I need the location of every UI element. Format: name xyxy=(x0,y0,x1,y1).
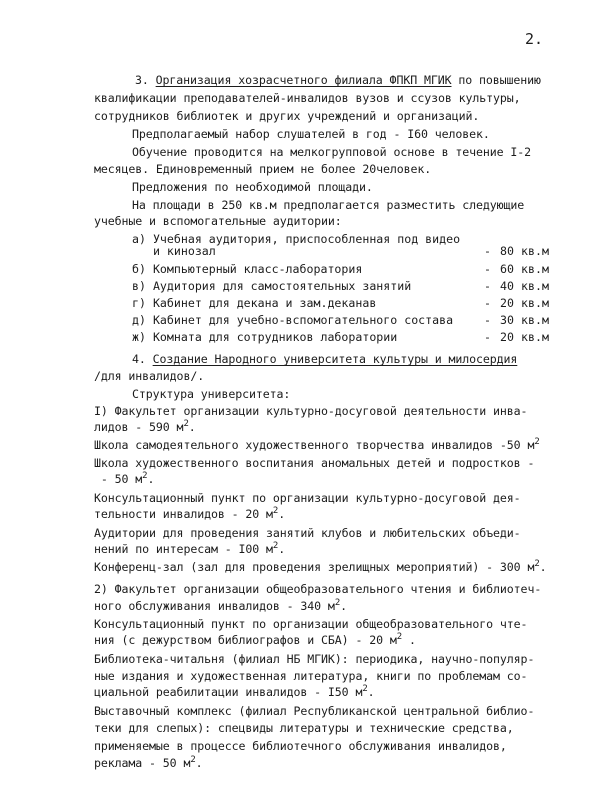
room-unit: кв.м xyxy=(521,279,549,293)
list-item xyxy=(0,262,591,276)
faculty-1-line-2: лидов - 590 $м^2$. xyxy=(94,419,196,434)
library-line-2: ные издания и художественная литература, книги по проблемам со- xyxy=(94,669,528,683)
room-label: ж) Комната для сотрудников лаборатории xyxy=(132,330,398,344)
faculty-2-line-1: 2) Факультет организации общеобразовательного чтения и библиотеч- xyxy=(94,582,542,596)
room-dash: - xyxy=(484,262,491,276)
consult-2-line-2: ния (с дежурством библиографов и СБА) - 20 $м^2$ . xyxy=(94,632,416,647)
school-2-line-1: Школа художественного воспитания аномальных детей и подростков - xyxy=(94,456,535,470)
section-4-line-2: /для инвалидов/. xyxy=(94,369,205,383)
list-item xyxy=(0,244,591,258)
school-1: Школа самодеятельного художественного творчества инвалидов -50 $м^2$ xyxy=(94,437,540,452)
section-3-title: Организация хозрасчетного филиала ФПКП МГИК xyxy=(155,73,452,87)
room-dash: - xyxy=(484,313,491,327)
training-text-2: месяцев. Единовременный прием не более 20человек. xyxy=(94,162,432,176)
room-label: б) Компьютерный класс-лаборатория xyxy=(132,262,363,276)
room-unit: кв.м xyxy=(521,313,549,327)
room-dash: - xyxy=(484,244,491,258)
room-value: 80 xyxy=(500,244,514,258)
auditoriums-line-1: Аудитории для проведения занятий клубов и любительских объеди- xyxy=(94,526,521,540)
room-value: 20 xyxy=(500,296,514,310)
exhibition-line-4: реклама - 50 $м^2$. xyxy=(94,755,203,770)
proposals-text: Предложения по необходимой площади. xyxy=(132,180,373,194)
room-value: 30 xyxy=(500,313,514,327)
section-3-line-2: квалификации преподавателей-инвалидов вузов и ссузов культуры, xyxy=(94,91,521,105)
faculty-1-line-1: I) Факультет организации культурно-досуговой деятельности инва- xyxy=(94,404,528,418)
section-3-heading xyxy=(135,73,541,87)
section-4-number: 4. xyxy=(132,352,153,366)
exhibition-line-2: теки для слепых): спецвиды литературы и технические средства, xyxy=(94,721,514,735)
room-unit: кв.м xyxy=(521,244,549,258)
consult-2-line-1: Консультационный пункт по организации общеобразовательного чте- xyxy=(94,617,528,631)
room-label: д) Кабинет для учебно-вспомогательного состава xyxy=(132,313,454,327)
school-2-line-2: - 50 $м^2$. xyxy=(94,471,155,486)
room-value: 60 xyxy=(500,262,514,276)
section-3-title-rest: по повышению xyxy=(451,73,541,87)
list-item xyxy=(0,313,591,327)
consult-1-line-2: тельности инвалидов - 20 $м^2$. xyxy=(94,506,286,521)
faculty-2-line-2: ного обслуживания инвалидов - 340 $м^2$. xyxy=(94,598,348,613)
page-number: 2. xyxy=(525,30,544,48)
training-text-1: Обучение проводится на мелкогрупповой основе в течение I-2 xyxy=(132,145,532,159)
room-label: г) Кабинет для декана и зам.деканав xyxy=(132,296,377,310)
list-item xyxy=(0,296,591,310)
exhibition-line-3: применяемые в процессе библиотечного обслуживания инвалидов, xyxy=(94,739,507,753)
room-dash: - xyxy=(484,330,491,344)
enrollment-text: Предполагаемый набор слушателей в год - I60 человек. xyxy=(132,127,490,141)
auditoriums-line-2: нений по интересам - I00 $м^2$. xyxy=(94,541,286,556)
room-dash: - xyxy=(484,296,491,310)
library-line-3: циальной реабилитации инвалидов - I50 $м^2$. xyxy=(94,684,375,699)
section-3-number: 3. xyxy=(135,73,156,87)
section-3-line-3: сотрудников библиотек и других учреждений и организаций. xyxy=(94,109,480,123)
room-label-cont: и кинозал xyxy=(132,244,216,258)
room-label: а) Учебная аудитория, приспособленная под видео xyxy=(132,232,461,246)
section-4-title: Создание Народного университета культуры и милосердия xyxy=(152,352,518,366)
room-label: в) Аудитория для самостоятельных занятий xyxy=(132,279,412,293)
room-value: 20 xyxy=(500,330,514,344)
library-line-1: Библиотека-читальня (филиал НБ МГИК): периодика, научно-популяр- xyxy=(94,652,535,666)
conference-hall: Конференц-зал (зал для проведения зрелищных мероприятий) - 300 $м^2$. xyxy=(94,559,547,574)
list-item xyxy=(0,330,591,344)
room-dash: - xyxy=(484,279,491,293)
section-4-heading xyxy=(132,352,517,366)
room-unit: кв.м xyxy=(521,262,549,276)
exhibition-line-1: Выставочный комплекс (филиал Республиканской центральной библио- xyxy=(94,704,535,718)
consult-1-line-1: Консультационный пункт по организации культурно-досуговой дея- xyxy=(94,491,521,505)
list-item xyxy=(0,279,591,293)
area-text-2: учебные и вспомогательные аудитории: xyxy=(94,214,342,228)
structure-heading: Структура университета: xyxy=(132,387,291,401)
room-value: 40 xyxy=(500,279,514,293)
room-unit: кв.м xyxy=(521,296,549,310)
area-text-1: На площади в 250 кв.м предполагается разместить следующие xyxy=(132,198,525,212)
room-unit: кв.м xyxy=(521,330,549,344)
